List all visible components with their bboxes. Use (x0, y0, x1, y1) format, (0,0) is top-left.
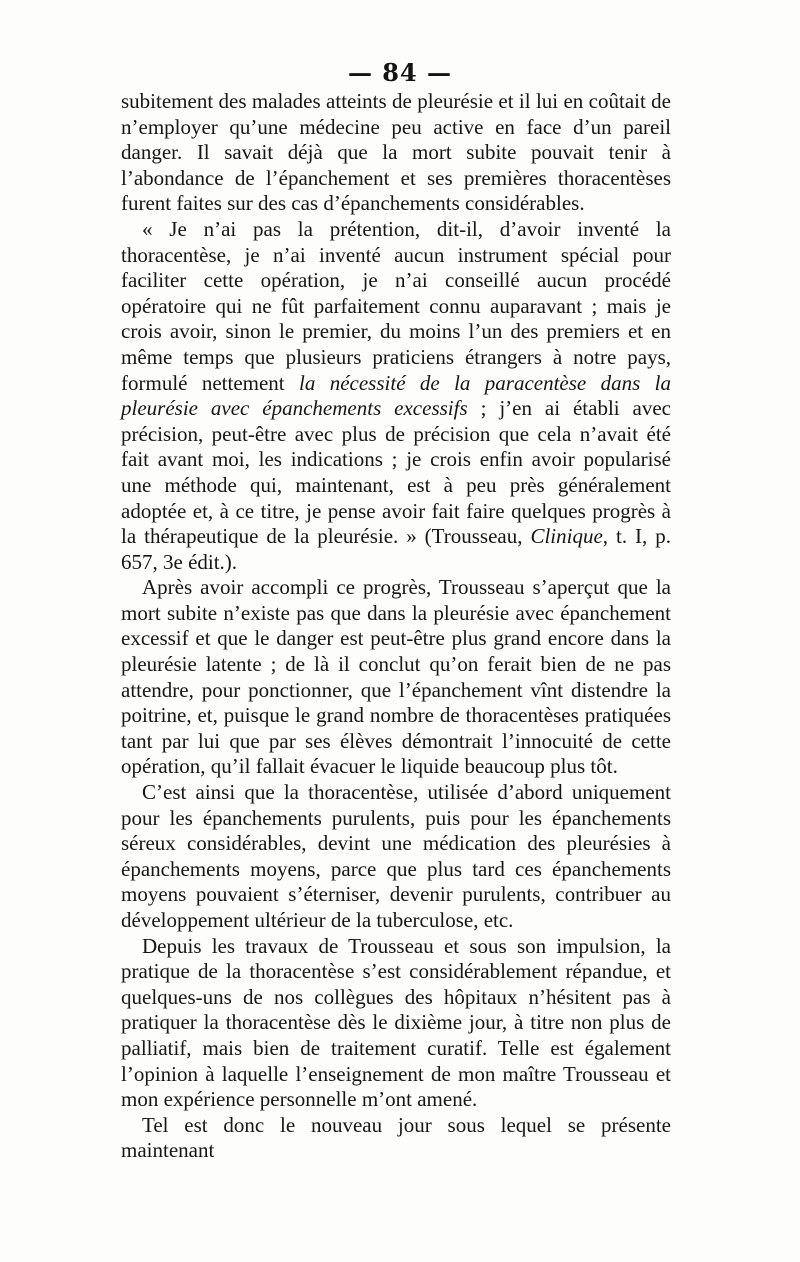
paragraph-6 (121, 1113, 671, 1164)
text-segment: « Je n’ai pas la prétention, dit-il, d’avoir inventé la thoracentèse, je n’ai inventé aucun instrument spécial pour faciliter cette opération, je n’ai conseillé aucun procédé opératoire qui ne fût parfaitement connu auparavant ; mais je crois avoir, sinon le premier, du moins l’un des premiers et en même temps que plusieurs praticiens étrangers à notre pays, formulé nettement (121, 216, 671, 395)
paragraph-2-quotation (121, 217, 671, 575)
text-segment: Après avoir accompli ce progrès, Trousseau s’aperçut que la mort subite n’existe pas que dans la pleurésie avec épanchement excessif et que le danger est peut-être plus grand encore dans la pleurésie latente ; de là il conclut qu’on ferait bien de ne pas attendre, pour ponctionner, que l’épanchement vînt distendre la poitrine, et, puisque le grand nombre de thoracentèses pratiquées tant par lui que par ses élèves démontrait l’innocuité de cette opération, qu’il fallait évacuer le liquide beaucoup plus tôt. (121, 575, 671, 779)
paragraph-5 (121, 934, 671, 1113)
paragraph-3 (121, 575, 671, 780)
paragraph-4 (121, 780, 671, 934)
text-segment: subitement des malades atteints de pleurésie et il lui en coûtait de n’employer qu’une médecine peu active en face d’un pareil danger. Il savait déjà que la mort subite pouvait tenir à l’abondance de l’épanchement et ses premières thoracentèses furent faites sur des cas d’épanchements considérables. (121, 89, 671, 216)
text-segment: Depuis les travaux de Trousseau et sous son impulsion, la pratique de la thoracentèse s’est considérablement répandue, et quelques-uns de nos collègues des hôpitaux n’hésitent pas à pratiquer la thoracentèse dès le dixième jour, à titre non plus de palliatif, mais bien de traitement curatif. Telle est également l’opinion à laquelle l’enseignement de mon maître Trousseau et mon expérience personnelle m’ont amené. (121, 933, 671, 1112)
body-text (121, 89, 671, 1164)
italic-segment: Clinique (530, 524, 603, 549)
text-segment: Tel est donc le nouveau jour sous lequel se présente maintenant (121, 1112, 671, 1163)
text-segment: ; j’en ai établi avec précision, peut-être avec plus de précision que cela n’avait été fait avant moi, les indications ; je crois enfin avoir popularisé une méthode qui, maintenant, est à peu près généralement adoptée et, à ce titre, je pense avoir fait faire quelques progrès à la thérapeutique de la pleurésie. » (Trousseau, (121, 396, 671, 549)
italic-segment: la nécessité de la paracentèse dans la pleurésie avec épanchements excessifs (121, 370, 671, 421)
paragraph-1 (121, 89, 671, 217)
text-segment: , t. I, p. 657, 3e édit.). (121, 524, 671, 574)
page-number: — 84 — (347, 58, 453, 87)
text-segment: C’est ainsi que la thoracentèse, utilisée d’abord uniquement pour les épanchements purulents, puis pour les épanchements séreux considérables, devint une médication des pleurésies à épanchements moyens, parce que plus tard ces épanchements moyens pouvaient s’éterniser, devenir purulents, contribuer au développement ultérieur de la tuberculose, etc. (121, 780, 671, 932)
